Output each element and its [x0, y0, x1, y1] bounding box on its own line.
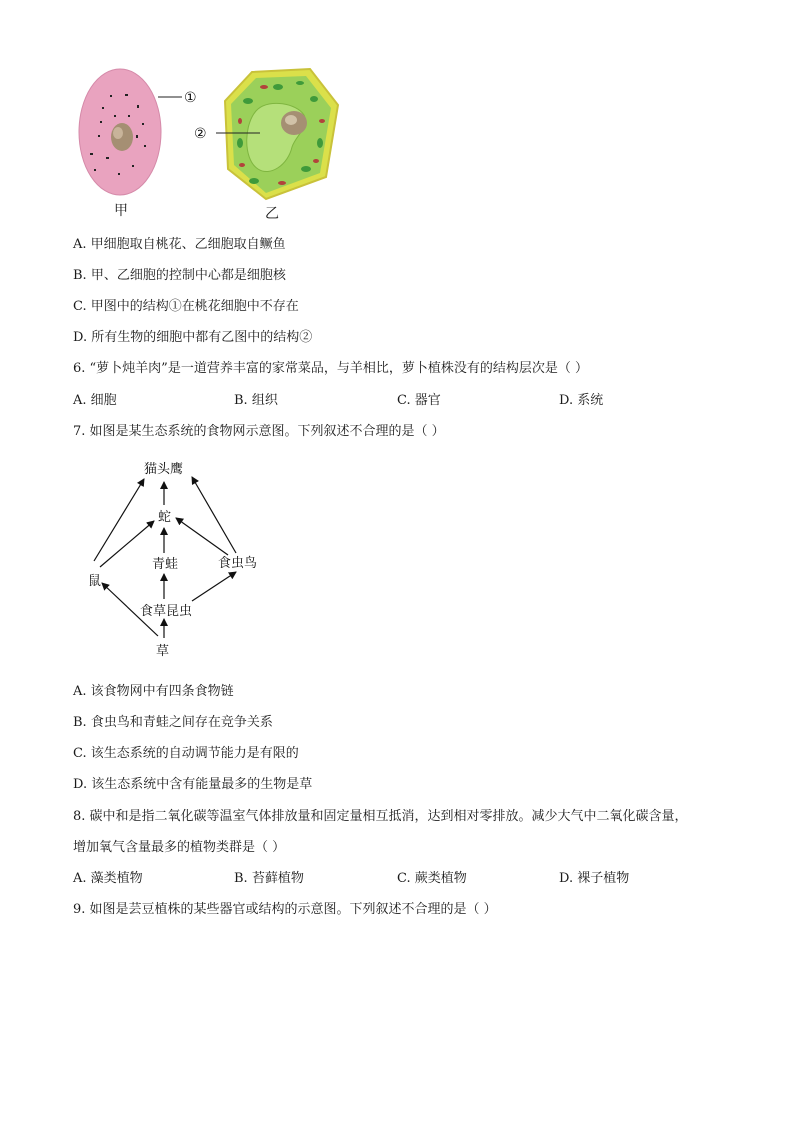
- q8-option-a: A. 藻类植物: [73, 871, 143, 886]
- node-mouse: 鼠: [88, 574, 102, 589]
- q7-option-a: A. 该食物网中有四条食物链: [73, 684, 234, 699]
- arrow-bird-snake: [176, 518, 228, 555]
- node-snake: 蛇: [158, 510, 172, 525]
- q6-option-b: B. 组织: [234, 393, 278, 408]
- q5-option-a: A. 甲细胞取自桃花、乙细胞取自鳜鱼: [73, 237, 286, 252]
- arrow-bird-owl: [192, 477, 236, 553]
- q6-option-a: A. 细胞: [73, 393, 117, 408]
- q8-stem-line2: 增加氧气含量最多的植物类群是（ ）: [73, 840, 286, 855]
- node-frog: 青蛙: [152, 557, 179, 572]
- q5-option-d: D. 所有生物的细胞中都有乙图中的结构②: [73, 330, 313, 345]
- arrow-mouse-snake: [100, 521, 154, 567]
- q8-stem-line1: 8. 碳中和是指二氧化碳等温室气体排放量和固定量相互抵消，达到相对零排放。减少大气中二氧化碳含量，: [73, 809, 688, 824]
- label-1: ①: [184, 90, 197, 106]
- q8-option-c: C. 蕨类植物: [397, 871, 467, 886]
- caption-yi: 乙: [265, 206, 279, 222]
- plant-cell: [216, 69, 338, 199]
- q8-option-b: B. 苔藓植物: [234, 871, 304, 886]
- q6-option-c: C. 器官: [397, 393, 441, 408]
- node-owl: 猫头鹰: [144, 462, 184, 477]
- arrow-mouse-owl: [94, 479, 144, 561]
- q6-stem: 6. “萝卜炖羊肉”是一道营养丰富的家常菜品，与羊相比，萝卜植株没有的结构层次是（ ）: [73, 361, 588, 376]
- animal-cell: [79, 69, 182, 195]
- q8-option-d: D. 裸子植物: [559, 871, 630, 886]
- q5-option-b: B. 甲、乙细胞的控制中心都是细胞核: [73, 268, 286, 283]
- label-2: ②: [194, 126, 207, 142]
- q7-option-d: D. 该生态系统中含有能量最多的生物是草: [73, 777, 313, 792]
- q5-option-c: C. 甲图中的结构①在桃花细胞中不存在: [73, 299, 299, 314]
- arrow-insect-bird: [192, 572, 236, 601]
- q6-option-d: D. 系统: [559, 393, 604, 408]
- q7-stem: 7. 如图是某生态系统的食物网示意图。下列叙述不合理的是（ ）: [73, 424, 445, 439]
- node-grass: 草: [156, 644, 170, 659]
- q9-stem: 9. 如图是芸豆植株的某些器官或结构的示意图。下列叙述不合理的是（ ）: [73, 902, 497, 917]
- food-web-diagram: [80, 455, 300, 665]
- node-insect: 食草昆虫: [140, 604, 193, 619]
- q7-option-c: C. 该生态系统的自动调节能力是有限的: [73, 746, 299, 761]
- q7-option-b: B. 食虫鸟和青蛙之间存在竞争关系: [73, 715, 273, 730]
- caption-jia: 甲: [114, 203, 128, 219]
- node-bird: 食虫鸟: [218, 556, 258, 571]
